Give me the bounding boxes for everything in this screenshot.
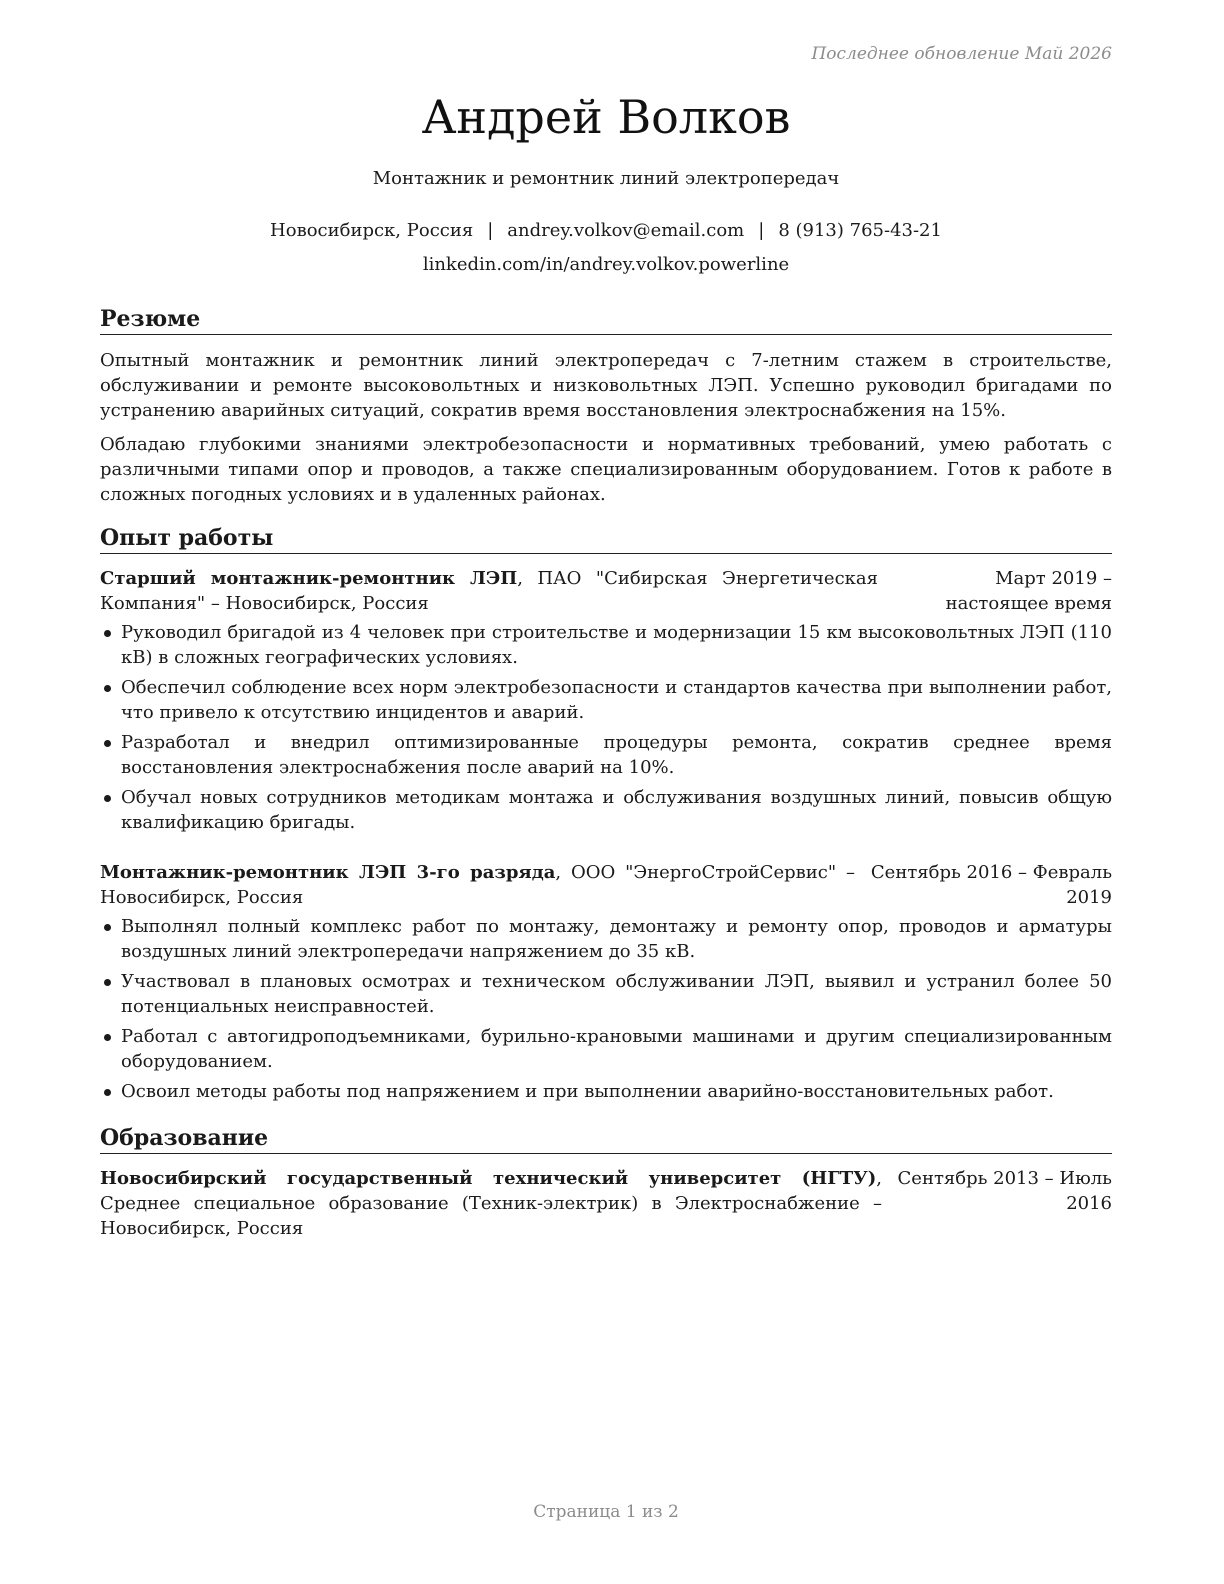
- education-institution-details: [100, 1166, 882, 1241]
- phone: 8 (913) 765-43-21: [778, 220, 942, 241]
- job-company-location: , ООО "ЭнергоСтройСервис" – Новосибирск, Россия: [100, 862, 855, 908]
- location: Новосибирск, Россия: [270, 220, 474, 241]
- job-bullets: [100, 620, 1112, 835]
- job-header: [100, 566, 1112, 616]
- education-details: , Среднее специальное образование (Техник-электрик) в Электроснабжение – Новосибирск, Россия: [100, 1168, 882, 1239]
- education-header: [100, 1166, 1112, 1241]
- summary-paragraph: Опытный монтажник и ремонтник линий электропередач с 7-летним стажем в строительстве, обслуживании и ремонте высоковольтных и низковольтных ЛЭП. Успешно руководил бригадами по устранению аварийных ситуаций, сократив время восстановления электроснабжения на 15%.: [100, 350, 1112, 421]
- contact-line: [100, 219, 1112, 243]
- job-bullet: Освоил методы работы под напряжением и при выполнении аварийно-восстановительных работ.: [100, 1079, 1112, 1104]
- job-entry: [100, 566, 1112, 840]
- job-position: Старший монтажник-ремонтник ЛЭП: [100, 568, 518, 589]
- job-dates: Март 2019 – настоящее время: [945, 568, 1112, 614]
- job-title-company: [100, 860, 855, 910]
- job-header: [100, 860, 1112, 910]
- job-dates: Сентябрь 2016 – Февраль 2019: [870, 862, 1112, 908]
- education-dates: Сентябрь 2013 – Июль 2016: [897, 1168, 1112, 1214]
- email-link[interactable]: andrey.volkov@email.com: [507, 220, 745, 241]
- job-bullet: Обеспечил соблюдение всех норм электробезопасности и стандартов качества при выполнении работ, что привело к отсутствию инцидентов и аварий.: [100, 675, 1112, 725]
- job-bullet: Участвовал в плановых осмотрах и техническом обслуживании ЛЭП, выявил и устранил более 50 потенциальных неисправностей.: [100, 969, 1112, 1019]
- last-updated: Последнее обновление Май 2026: [811, 44, 1112, 64]
- summary-paragraph: Обладаю глубокими знаниями электробезопасности и нормативных требований, умею работать с различными типами опор и проводов, а также специализированным оборудованием. Готов к работе в сложных погодных условиях и в удаленных районах.: [100, 434, 1112, 505]
- education-entry: [100, 1166, 1112, 1241]
- job-bullet: Выполнял полный комплекс работ по монтажу, демонтажу и ремонту опор, проводов и арматуры воздушных линий электропередачи напряжением до 35 кВ.: [100, 914, 1112, 964]
- contact-separator: |: [758, 220, 765, 241]
- job-bullet: Руководил бригадой из 4 человек при строительстве и модернизации 15 км высоковольтных ЛЭП (110 кВ) в сложных географических условиях.: [100, 620, 1112, 670]
- education-institution: Новосибирский государственный технический университет (НГТУ): [100, 1168, 877, 1189]
- section-title-summary: Резюме: [100, 305, 1112, 335]
- contact-separator: |: [487, 220, 494, 241]
- job-company-location: , ПАО "Сибирская Энергетическая Компания" – Новосибирск, Россия: [100, 568, 878, 614]
- job-bullet: Обучал новых сотрудников методикам монтажа и обслуживания воздушных линий, повысив общую квалификацию бригады.: [100, 785, 1112, 835]
- job-bullet: Разработал и внедрил оптимизированные процедуры ремонта, сократив среднее время восстановления электроснабжения после аварий на 10%.: [100, 730, 1112, 780]
- section-title-experience: Опыт работы: [100, 524, 1112, 554]
- job-bullet: Работал с автогидроподъемниками, бурильно-крановыми машинами и другим специализированным оборудованием.: [100, 1024, 1112, 1074]
- page-number: Страница 1 из 2: [533, 1502, 679, 1522]
- candidate-headline: Монтажник и ремонтник линий электропередач: [372, 168, 840, 189]
- job-bullets: [100, 914, 1112, 1104]
- candidate-name: Андрей Волков: [421, 90, 791, 144]
- job-entry: [100, 860, 1112, 1109]
- job-position: Монтажник-ремонтник ЛЭП 3-го разряда: [100, 862, 556, 883]
- section-title-education: Образование: [100, 1124, 1112, 1154]
- job-title-company: [100, 566, 878, 616]
- resume-page: [100, 0, 1112, 1584]
- linkedin-link[interactable]: linkedin.com/in/andrey.volkov.powerline: [422, 254, 790, 275]
